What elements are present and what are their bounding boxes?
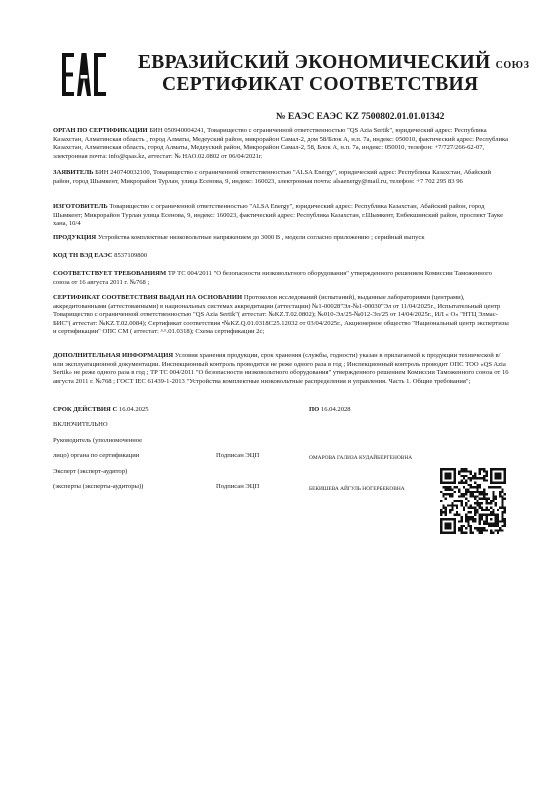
validity-from-date: 16.04.2025 — [118, 406, 149, 413]
head-name: ОМАРОВА ГАЛИЗА КУДАЙБЕРГЕНОВНА — [309, 455, 413, 461]
head-role-line2: лицо) органа по сертификации — [53, 452, 140, 459]
validity-from — [53, 406, 149, 413]
eac-mark-icon — [62, 53, 107, 96]
section-text: Условия хранения продукции, срок хранения (службы, годности) указан в прилагаемой к продукции технической в/или эксплуатационной документации. Инспекционный контроль проводится не реже одного раза в год ; Инспекционный контроль проводит ОПС ТОО «QS Azia Sertik» не реже одного раза в год ; ТР ТС 004/2011 "О безопасности низковольтного оборудования" утвержденного решением Комиссии Таможенного союза от 16 августа 2011 г. №768 ; ГОСТ IEC 61439-1-2013 "Устройства комплектные низковольтные распределения и управления. Часть 1. Общие требования"; — [53, 352, 509, 385]
section-label: СООТВЕТСТВУЕТ ТРЕБОВАНИЯМ — [53, 270, 167, 277]
section-text: БИН 050940004241, Товарищество с ограниченной ответственностью "QS Azia Sertik", юридический адрес: Республика Казахстан, Алматинская область , город Алматы, Медеуский район, микрорайон Самал-2, дом 58/Блок А, н.п. 7а, индекс: 050010, фактический адрес: Республика Казахстан, Алматинская область, город Алматы, Медеуский район, Микрорайон Самал-2, 58, Блок А, н.п. 7а, индекс: 050010, телефон: +7/727/266-62-07, электронная почта: info@qsas.kz, аттестат: № НАО.02.0802 от 06/04/2021г. — [53, 127, 509, 160]
validity-to — [309, 406, 351, 413]
validity-label: СРОК ДЕЙСТВИЯ С — [53, 406, 118, 413]
section-product — [53, 234, 509, 243]
section-text: ТР ТС 004/2011 "О безопасности низковольтного оборудования" утвержденного решением Комиссии Таможенного союза от 16 августа 2011 г. №768 ; — [53, 270, 492, 286]
section-label: ИЗГОТОВИТЕЛЬ — [53, 203, 108, 210]
expert-name: БЕКИШЕВА АЙГУЛЬ НОГЕРБЕКОВНА — [309, 486, 405, 492]
section-additional — [53, 352, 509, 386]
validity-to-date: 16.04.2028 — [320, 406, 351, 413]
validity-inclusive: ВКЛЮЧИТЕЛЬНО — [53, 421, 108, 428]
section-label: ПРОДУКЦИЯ — [53, 234, 97, 241]
head-signature: Подписан ЭЦП — [216, 452, 260, 459]
section-text: Устройства комплектные низковольтные напряжением до 3000 В , модели согласно приложению ; серийный выпуск — [97, 234, 425, 241]
section-manufacturer — [53, 203, 509, 229]
section-label: КОД ТН ВЭД ЕАЭС — [53, 252, 113, 259]
expert-role-line1: Эксперт (эксперт-аудитор) — [53, 468, 128, 475]
section-text: Протоколов исследований (испытаний), выданные лабораториями (центрами), аккредитованными (аттестованными) в национальных системах аккредитации (аттестации) №1-00028"Эл-№1-00030"Эл от 11/04/2025г., Испытательный центр Товарищество с ограниченной ответственностью "QS Azia Sertik"( аттестат: №KZ.T.02.0802); №010-Эл/25-№012-Эл/25 от 14/04/2025г., ИЛ « О» "НТЦ Элмас-БИС"( аттестат: №KZ.T.02.0084); Сертификат соответствия •№KZ.Q.01.0318С25.12032 от 03/04/2025г., Акционерное общество "Национальный центр экспертизы и сертификации" ОПС СМ ( аттестат: ^^.01.0318); Схема сертификации 2с; — [53, 294, 509, 335]
expert-role-line2: (эксперты (эксперты-аудиторы)) — [53, 483, 144, 490]
section-text: БИН 240740032100, Товарищество с ограниченной ответственностью "ALSA Energy", юридический адрес: Республика Казахстан, Абайский район, город Шымкент, Микрорайон Турлан, улица Есенова, 9, индекс: 160023, электронная почта: alsaenergy@mail.ru, телефон: +7 702 295 83 96 — [53, 169, 492, 185]
validity-to-label: ПО — [309, 406, 320, 413]
section-text: 8537109800 — [114, 252, 148, 259]
section-applicant — [53, 169, 509, 186]
section-label: ДОПОЛНИТЕЛЬНАЯ ИНФОРМАЦИЯ — [53, 352, 174, 359]
certificate-number: № ЕАЭС ЕАЭС KZ 7500802.01.01.01342 — [276, 112, 445, 122]
title-main: ЕВРАЗИЙСКИЙ ЭКОНОМИЧЕСКИЙ — [138, 52, 491, 73]
head-role-line1: Руководитель (уполномоченное — [53, 437, 143, 444]
qr-code-icon — [440, 468, 506, 534]
certificate-title-line2: СЕРТИФИКАТ СООТВЕТСТВИЯ — [162, 74, 479, 95]
section-text: Товарищество с ограниченной ответственностью "ALSA Energy", юридический адрес: Республика Казахстан, Абайский район, город Шымкент; Микрорайон Турлан улица Есенова, 9, индекс: 160023, фактический адрес: Республика Казахстан, г.Шымкент, Енбекшинский район, проспект Тауке хана, 10/4 — [53, 203, 504, 227]
section-conforms — [53, 270, 509, 287]
certificate-title-line1 — [138, 52, 528, 74]
section-label: СЕРТИФИКАТ СООТВЕТСТВИЯ ВЫДАН НА ОСНОВАНИИ — [53, 294, 243, 301]
title-small: СОЮЗ — [495, 60, 530, 71]
section-code — [53, 252, 509, 261]
section-label: ОРГАН ПО СЕРТИФИКАЦИИ — [53, 127, 148, 134]
section-basis — [53, 294, 509, 337]
expert-signature: Подписан ЭЦП — [216, 483, 260, 490]
section-organ — [53, 127, 509, 161]
eac-logo — [62, 53, 107, 96]
section-label: ЗАЯВИТЕЛЬ — [53, 169, 94, 176]
